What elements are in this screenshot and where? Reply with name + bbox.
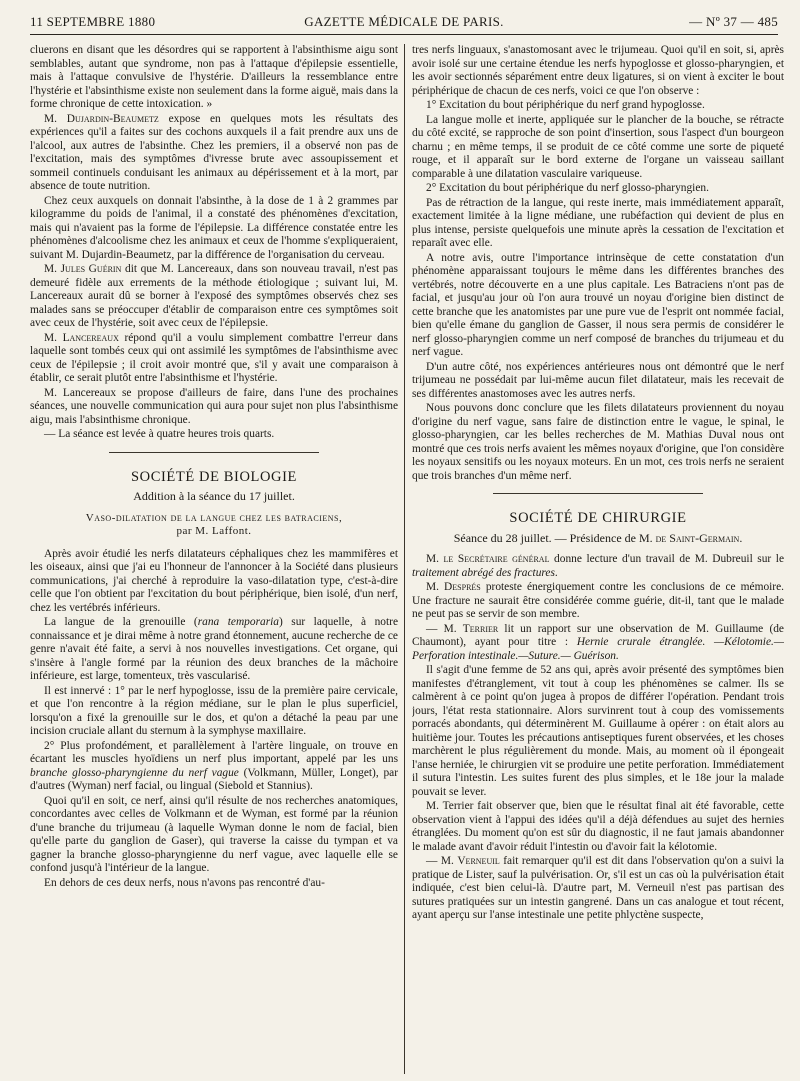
paragraph: Après avoir étudié les nerfs dilatateurs céphaliques chez les mammifères et les oiseaux, ainsi que j'ai eu l'honneur de l'annoncer à la Société dans plusieurs communications, j'ai cherché à reproduire la vaso-dilatation type, c'est-à-dire celle que l'on obtient par l'excitation du bout périphérique, bien isolé, d'un nerf, chez les vertébrés inférieurs.: [30, 547, 398, 614]
header-journal-title: GAZETTE MÉDICALE DE PARIS.: [304, 14, 504, 29]
speaker-name: M. Dujardin-Beaumetz: [44, 112, 159, 125]
paragraph: M. Jules Guérin dit que M. Lancereaux, dans son nouveau travail, n'est pas demeuré fidèle aux errements de la méthode étiologique ; suivant lui, M. Lancereaux aurait dû se borner à l'exposé des symptômes observés chez ses malades sans se préoccuper d'établir de comparaison entre ces symptômes soit avec ceux de l'hystérie, soit avec ceux de l'épilepsie.: [30, 263, 398, 329]
header-date: 11 SEPTEMBRE 1880: [30, 14, 156, 29]
header-issue-page: — Nº 37 — 485: [689, 14, 778, 29]
page-header: [30, 8, 778, 35]
paragraph: M. Terrier fait observer que, bien que le résultat final ait été favorable, cette observation vient à l'appui des idées qu'il a déjà défendues au sujet des hernies étranglées. Du moment qu'on est sûr du diagnostic, il ne faut jamais abandonner le malade avant d'avoir réduit l'intestin ou d'avoir fait la kélotomie.: [412, 800, 784, 853]
paragraph: 2° Excitation du bout périphérique du nerf glosso-pharyngien.: [426, 182, 709, 194]
paragraph: 2° Plus profondément, et parallèlement à l'artère linguale, on trouve en écartant les muscles hyoïdiens un nerf plus important, appelé par les uns branche glosso-pharyngienne du nerf vague (Volkmann, Müller, Longet), par d'autres (Wyman) nerf facial, ou lingual (Siebold et Stannius).: [30, 739, 398, 792]
article-author: par M. Laffont.: [176, 524, 252, 537]
article-title: Vaso-dilatation de la langue chez les batraciens, par M. Laffont.: [85, 511, 343, 537]
speaker-name: M. Jules Guérin: [44, 263, 122, 275]
speaker-name: M. Després: [426, 581, 481, 593]
section-subtitle: Séance du 28 juillet. — Présidence de M. de Saint-Germain.: [453, 530, 743, 545]
right-column: [412, 44, 784, 1074]
paragraph: Pas de rétraction de la langue, qui reste inerte, mais immédiatement apparaît, exactement limitée à la ligne médiane, une rubéfaction qui devient de plus en plus intense, persiste quelquefois une minute après la cessation de l'excitation et reparaît avec elle.: [412, 196, 784, 249]
paragraph: Nous pouvons donc conclure que les filets dilatateurs proviennent du noyau d'origine du nerf vague, sans faire de distinction entre le vague, le spinal, le glosso-pharyngien, car les belles recherches de M. Mathias Duval nous ont montré que ces trois nerfs avaient les mêmes noyaux d'origine, que l'on considère les noyaux sensitifs ou les noyaux moteurs. En un mot, ces trois nerfs ne seraient que trois branches d'un même nerf.: [412, 402, 784, 482]
paragraph: M. Lancereaux se propose d'ailleurs de faire, dans l'une des prochaines séances, une nouvelle communication qui aura pour sujet non plus l'absinthisme aigu, mais l'absinthisme chronique.: [30, 386, 398, 426]
paragraph: La langue de la grenouille (rana temporaria) sur laquelle, à notre connaissance et je dirai même à notre grand étonnement, aucune recherche de ce genre n'avait été faite, a servi à nos nouvelles investigations. Cet organe, qui s'insère à l'angle formé par la réunion des deux branches de la mâchoire inférieure, est large, tomenteux, très vascularisé.: [30, 616, 398, 682]
paragraph: En dehors de ces deux nerfs, nous n'avons pas rencontré d'au-: [44, 876, 325, 889]
paragraph: Il s'agit d'une femme de 52 ans qui, après avoir présenté des symptômes bien manifestes d'étranglement, vit tout à coup les phénomènes se calmer. Ils se calmèrent à ce point qu'on jugea à propos de différer l'opération. Pendant trois jours, l'état resta stationnaire. Alors survinrent tout à coup des vomissements porracés abondants, qui déterminèrent M. Guillaume à opérer : on était alors au huitième jour. Toutes les précautions antiseptiques furent observées, et les choses marchèrent le plus régulièrement du monde. Mais, au moment où il épongeait l'anse herniée, le chirurgien vit se produire une petite perforation. Immédiatement il sutura l'intestin. Les suites furent des plus simples, et le 18e jour la malade pouvait se lever.: [412, 664, 784, 798]
paragraph: — M. Verneuil fait remarquer qu'il est dit dans l'observation qu'on a suivi la pratique de Lister, sauf la pulvérisation. Or, s'il est un cas où la pulvérisation était indiquée, c'est bien celui-là. D'autre part, M. Verneuil n'est pas partisan des sutures pratiquées sur un intestin gangrené. Dans un cas analogue et tout récent, ayant aperçu sur l'anse intestinale une petite phlyctène suspecte,: [412, 855, 784, 921]
paragraph: M. Després proteste énergiquement contre les conclusions de ce mémoire. Une fracture ne saurait être considérée comme guérie, dit-il, tant que le malade ne peut pas se servir de son membre.: [412, 581, 784, 620]
paragraph: — M. Terrier lit un rapport sur une observation de M. Guillaume (de Chaumont), ayant pour titre : Hernie crurale étranglée. —Kélotomie.—Perforation intestinale.—Suture.— Guérison.: [412, 622, 784, 662]
paragraph: — La séance est levée à quatre heures trois quarts.: [44, 428, 275, 440]
section-title-biologie: SOCIÉTÉ DE BIOLOGIE: [130, 468, 298, 485]
paragraph: Quoi qu'il en soit, ce nerf, ainsi qu'il résulte de nos recherches anatomiques, concordantes avec celles de Volkmann et de Wyman, est formé par la réunion d'une branche du trijumeau (à laquelle Wyman donne le nom de facial, bien qu'elle parte du ganglion de Gaser), qui traverse la caisse du tympan et va gagner la branche glosso-pharyngienne du nerf vague, avec laquelle elle se confond jusqu'à l'intérieur de la langue.: [30, 794, 398, 874]
paragraph: M. Dujardin-Beaumetz expose en quelques mots les résultats des expériences qu'il a faites sur des cochons auxquels il a fait prendre aux uns de l'alcool, aux autres de l'absinthe. Chez les premiers, il a observé non pas de l'excitation, mais des symptômes d'ivresse brute avec assoupissement et sommeil continuels conduisant les animaux au dépérissement et à la mort, par absence de toute nutrition.: [30, 112, 398, 192]
paragraph: A notre avis, outre l'importance intrinsèque de cette constatation d'un phénomène apparaissant toujours le même dans les différentes branches des vertébrés, notre découverte en a une plus capitale. Les Batraciens n'ont pas de facial, et jusqu'au jour où l'on aura trouvé un noyau d'origine bien distinct de cette branche que les anatomistes par une pure vue de l'esprit ont nommée facial, bien qu'elle émane du ganglion de Gasser, il nous sera permis de considérer le nerf glosso-pharyngien comme un nerf composé de branches du trijumeau et du nerf vague.: [412, 251, 784, 358]
paragraph: La langue molle et inerte, appliquée sur le plancher de la bouche, se rétracte du côté excité, se rapproche de son point d'insertion, sous l'aspect d'un bourgeon charnu ; en même temps, il se produit de ce côté comme une sorte de piqueté rouge, et il apparaît sur le bord externe de l'organe un vaisseau saillant comparable à une dilatation vasculaire variqueuse.: [412, 113, 784, 180]
paragraph: 1° Excitation du bout périphérique du nerf grand hypoglosse.: [426, 99, 705, 111]
speaker-name: Terrier: [462, 622, 499, 635]
paragraph: M. le Secrétaire général donne lecture d'un travail de M. Dubreuil sur le traitement abrégé des fractures.: [412, 553, 784, 579]
speaker-name: M. le Secrétaire général: [426, 553, 550, 565]
paragraph: M. Lancereaux répond qu'il a voulu simplement combattre l'erreur dans laquelle sont tombés ceux qui ont assimilé les symptômes de l'absinthisme avec ceux de l'épilepsie ; il croit avoir montré que, s'il y avait une comparaison à établir, ce serait plutôt entre l'absinthisme et l'hystérie.: [30, 331, 398, 384]
paragraph: Chez ceux auxquels on donnait l'absinthe, à la dose de 1 à 2 grammes par kilogramme du poids de l'animal, il a constaté des phénomènes d'excitation, mais qui n'avaient pas la forme de l'épilepsie. La différence constatée entre les phénomènes d'alcoolisme chez les animaux et ceux de l'homme s'expliqueraient, suivant M. Dujardin-Beaumetz, par la différence de l'organisation du cerveau.: [30, 194, 398, 261]
paragraph: tres nerfs linguaux, s'anastomosant avec le trijumeau. Quoi qu'il en soit, si, après avoir isolé sur une certaine étendue les nerfs hypoglosse et glosso-pharyngien, et les avoir sectionnés séparément entre deux ligatures, si on vient à exciter le bout périphérique de chacun de ces nerfs, voici ce que l'on observe :: [412, 44, 784, 97]
speaker-name: Verneuil: [457, 855, 500, 867]
paragraph: D'un autre côté, nos expériences antérieures nous ont démontré que le nerf trijumeau ne possédait par lui-même aucun filet dilatateur, mais les recevait de ses différentes anastomoses avec les autres nerfs.: [412, 360, 784, 400]
section-rule: [493, 493, 703, 494]
speaker-name: M. Lancereaux: [44, 331, 119, 344]
section-subtitle: Addition à la séance du 17 juillet.: [133, 489, 295, 503]
section-title-chirurgie: SOCIÉTÉ DE CHIRURGIE: [509, 510, 687, 526]
paragraph: cluerons en disant que les désordres qui se rapportent à l'absinthisme aigu sont semblables, autant que syndrome, non pas à l'attaque d'épilepsie essentielle, mais à l'attaque convulsive de l'hystérie. D'ailleurs la ressemblance entre l'hystérie et l'absinthisme existe non seulement dans la forme aiguë, mais dans la forme chronique de cette intoxication. »: [30, 44, 398, 110]
left-column: [30, 44, 398, 1074]
section-rule: [109, 452, 319, 453]
paragraph: Il est innervé : 1° par le nerf hypoglosse, issu de la première paire cervicale, et que l'on rencontre à la région médiane, sur le plan le plus superficiel, lorsqu'on a fixé la grenouille sur le dos, et qu'on a détaché la peau par une incision cruciale allant du sternum à la symphyse maxillaire.: [30, 684, 398, 737]
column-divider: [404, 44, 405, 1074]
